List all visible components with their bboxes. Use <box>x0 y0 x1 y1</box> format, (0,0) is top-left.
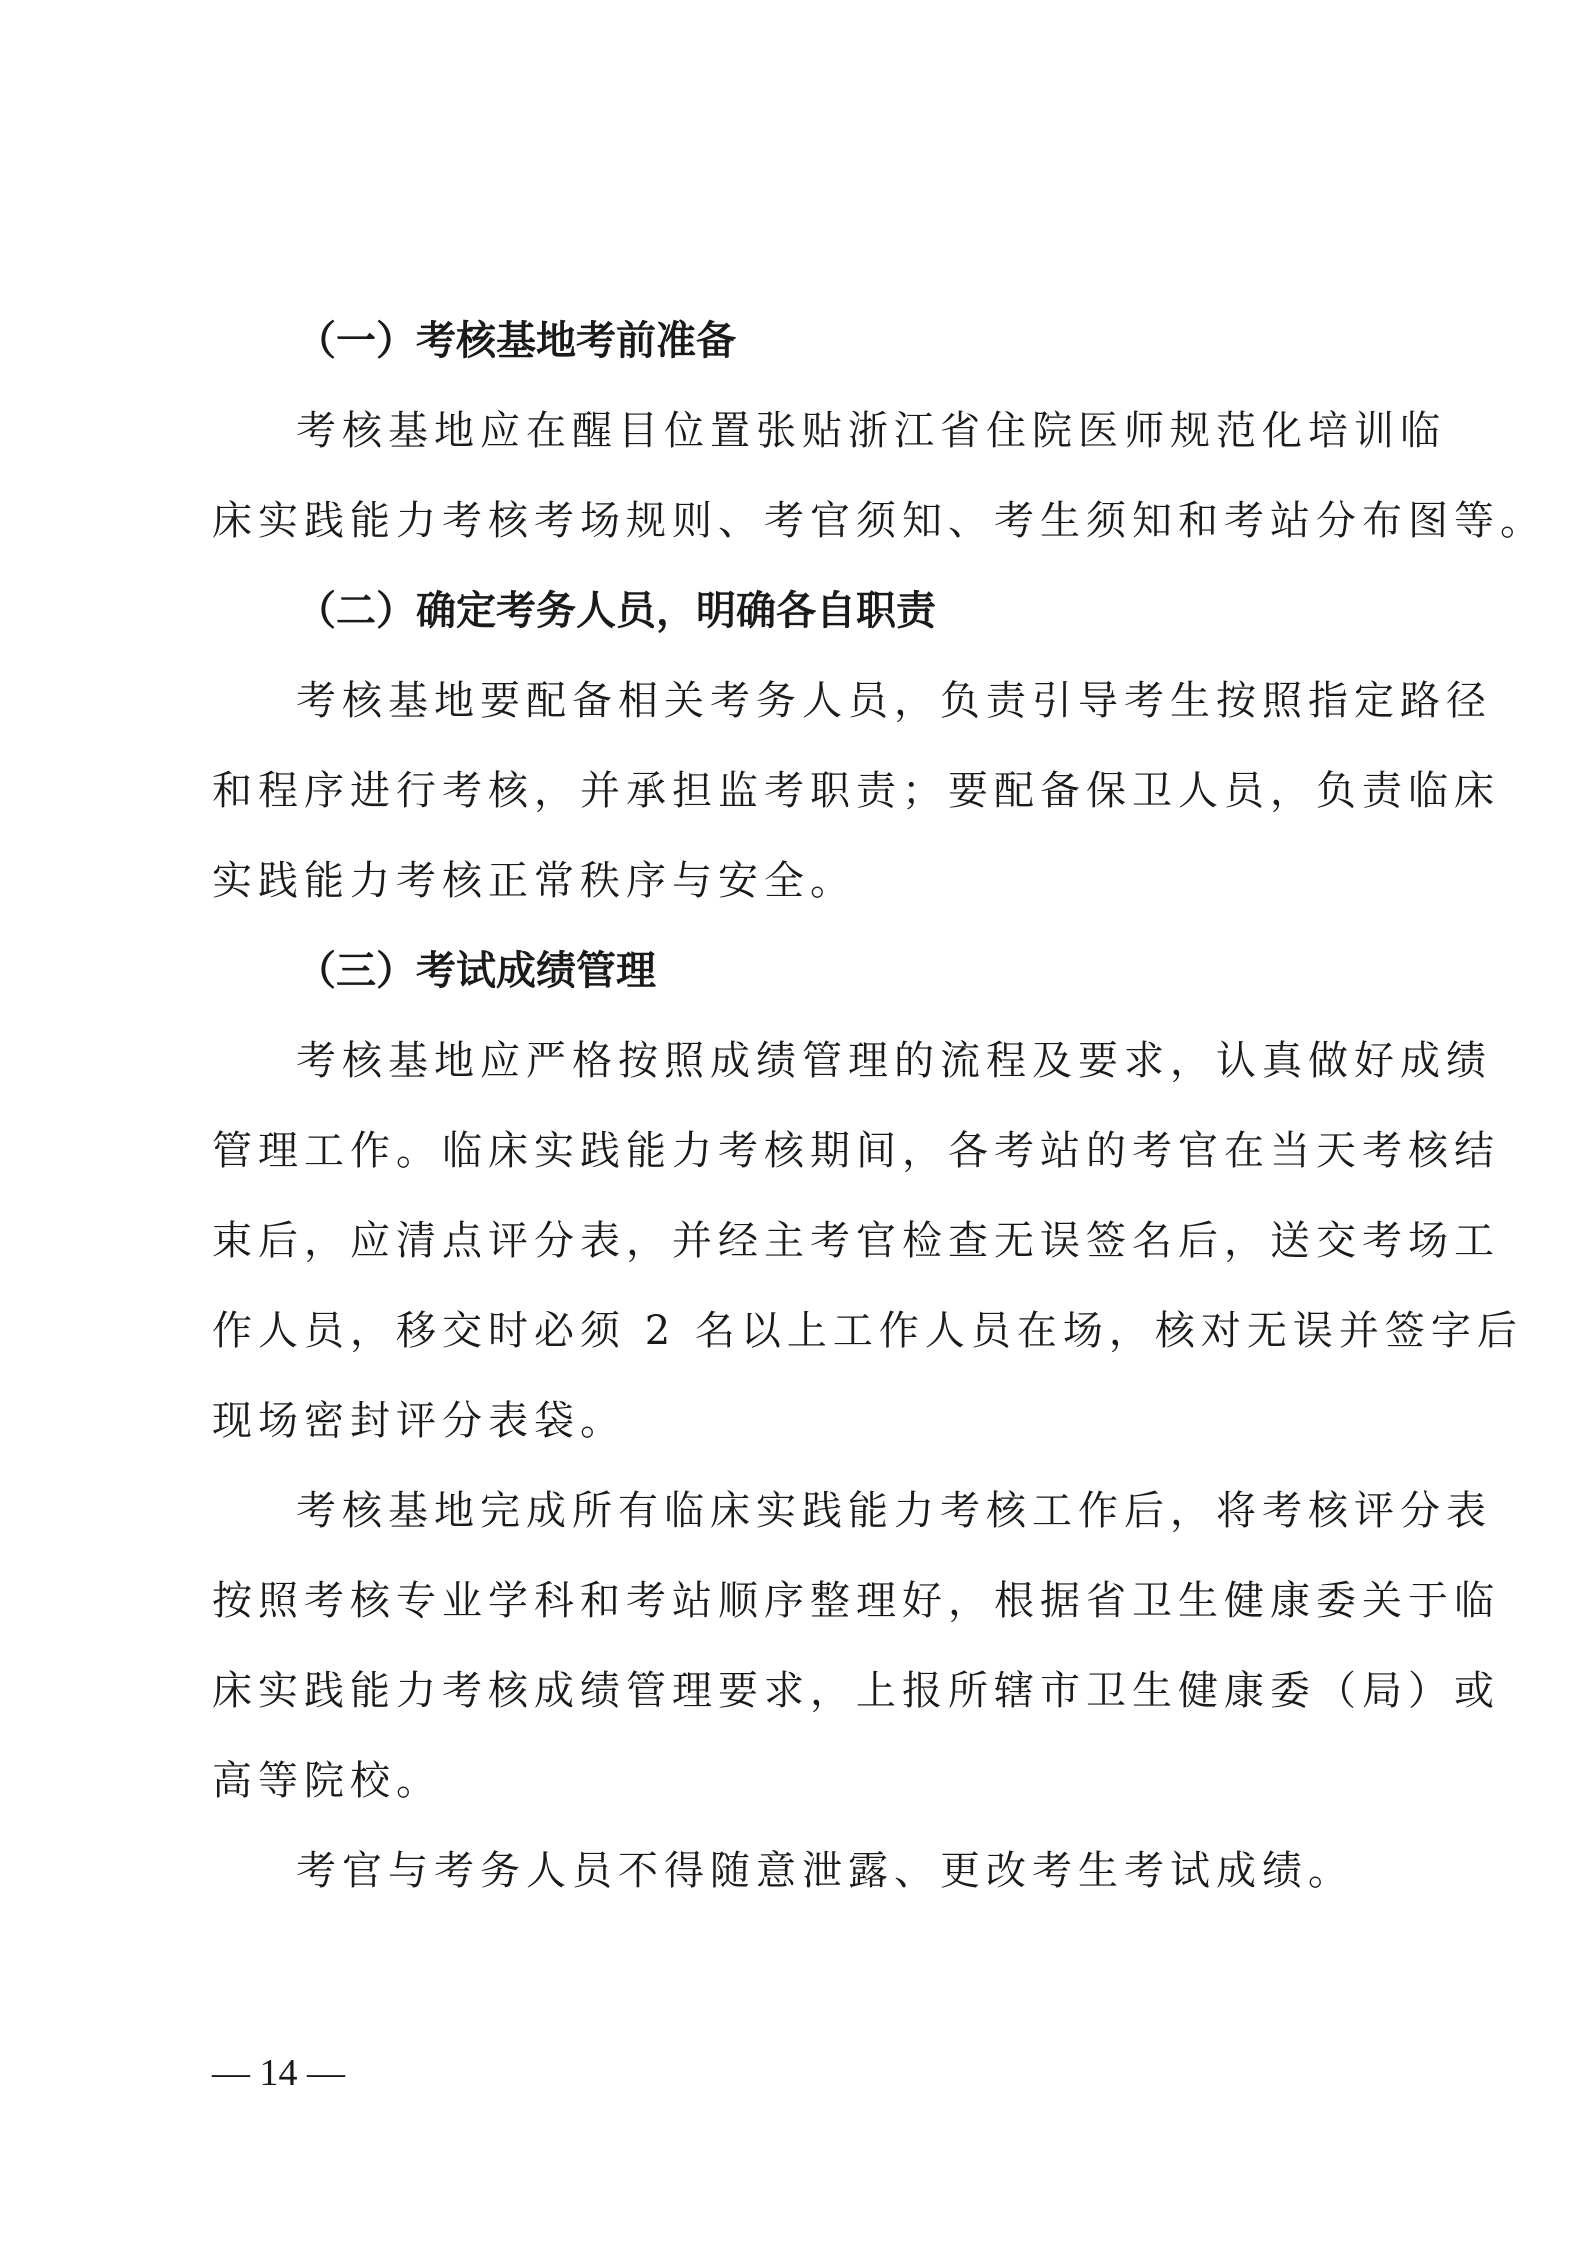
paragraph-line: 考核基地完成所有临床实践能力考核工作后，将考核评分表 <box>296 1488 1492 1534</box>
paragraph-4 <box>212 1466 1500 1826</box>
paragraph-line: 作人员，移交时必须 2 名以上工作人员在场，核对无误并签字后 <box>212 1308 1523 1354</box>
paragraph-line: 考核基地要配备相关考务人员，负责引导考生按照指定路径 <box>296 678 1492 724</box>
paragraph-line: 束后，应清点评分表，并经主考官检查无误签名后，送交考场工 <box>212 1218 1500 1264</box>
paragraph-line: 考核基地应在醒目位置张贴浙江省住院医师规范化培训临 <box>296 408 1446 454</box>
document-body <box>212 296 1546 1916</box>
section-heading-3: （三）考试成绩管理 <box>296 948 656 994</box>
paragraph-line: 床实践能力考核考场规则、考官须知、考生须知和考站分布图等。 <box>212 498 1546 544</box>
paragraph-3 <box>212 1016 1523 1466</box>
page-number: — 14 — <box>212 2052 345 2094</box>
paragraph-line: 床实践能力考核成绩管理要求，上报所辖市卫生健康委（局）或 <box>212 1668 1500 1714</box>
section-heading-2: （二）确定考务人员，明确各自职责 <box>296 588 936 634</box>
paragraph-line: 考核基地应严格按照成绩管理的流程及要求，认真做好成绩 <box>296 1038 1492 1084</box>
paragraph-5 <box>212 1826 1388 1916</box>
section-heading-1: （一）考核基地考前准备 <box>296 318 736 364</box>
paragraph-line: 考官与考务人员不得随意泄露、更改考生考试成绩。 <box>296 1848 1354 1894</box>
paragraph-line: 管理工作。临床实践能力考核期间，各考站的考官在当天考核结 <box>212 1128 1500 1174</box>
paragraph-line: 现场密封评分表袋。 <box>212 1398 626 1444</box>
paragraph-2 <box>212 656 1500 926</box>
paragraph-line: 和程序进行考核，并承担监考职责；要配备保卫人员，负责临床 <box>212 768 1500 814</box>
paragraph-1 <box>212 386 1546 566</box>
paragraph-line: 高等院校。 <box>212 1758 442 1804</box>
paragraph-line: 按照考核专业学科和考站顺序整理好，根据省卫生健康委关于临 <box>212 1578 1500 1624</box>
paragraph-line: 实践能力考核正常秩序与安全。 <box>212 858 856 904</box>
